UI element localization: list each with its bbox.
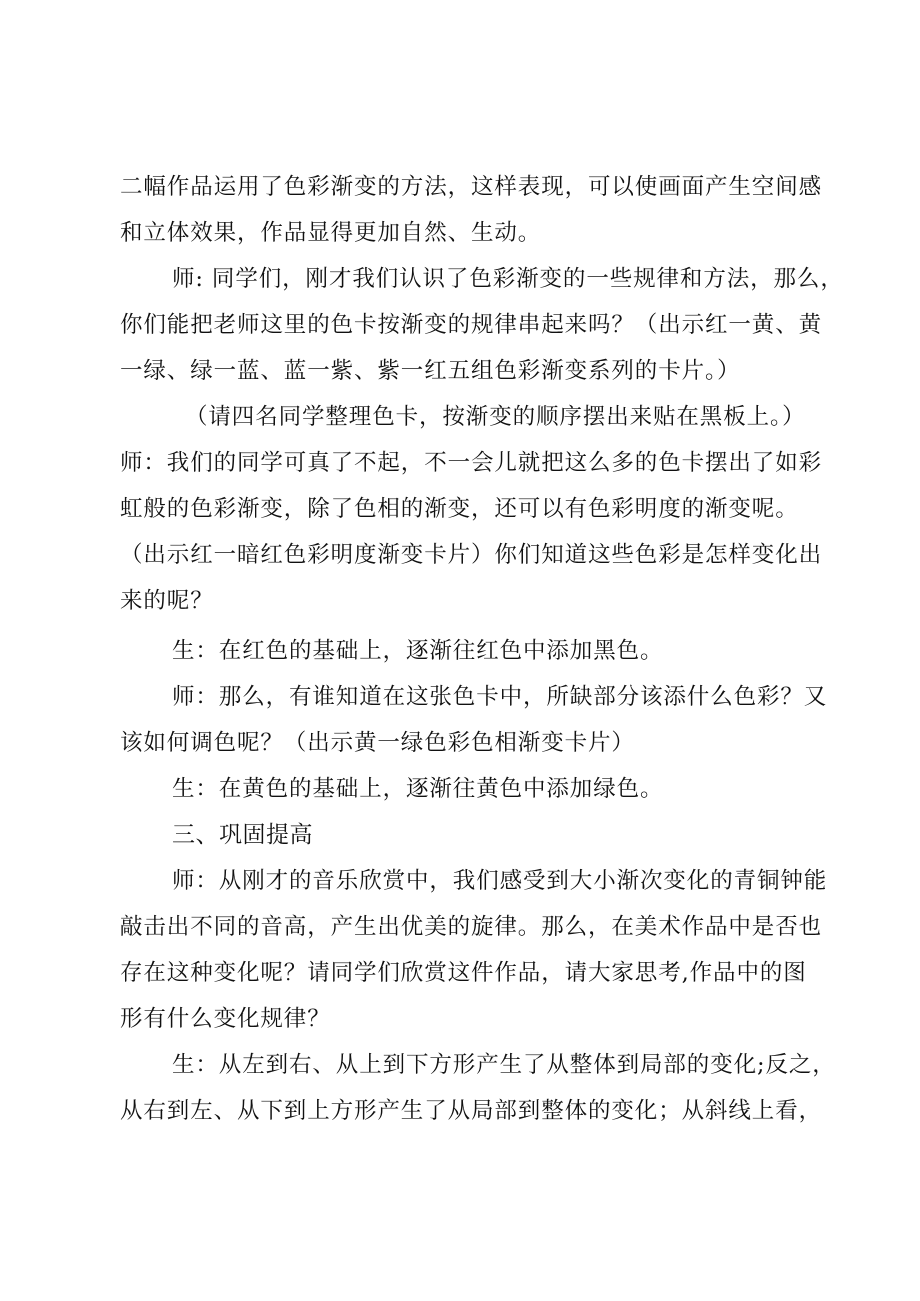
paragraph-line-8: 虹般的色彩渐变，除了色相的渐变，还可以有色彩明度的渐变呢。 [120, 496, 799, 522]
paragraph-line-11: 生：在红色的基础上，逐渐往红色中添加黑色。 [172, 638, 664, 664]
paragraph-line-21: 从右到左、从下到上方形产生了从局部到整体的变化；从斜线上看， [120, 1098, 823, 1124]
paragraph-line-4: 你们能把老师这里的色卡按渐变的规律串起来吗？（出示红一黄、黄 [120, 312, 823, 338]
paragraph-line-17: 敲击出不同的音高，产生出优美的旋律。那么，在美术作品中是否也 [120, 914, 823, 940]
paragraph-line-6: （请四名同学整理色卡，按渐变的顺序摆出来贴在黑板上。） [185, 404, 806, 430]
paragraph-line-5: 一绿、绿一蓝、蓝一紫、紫一红五组色彩渐变系列的卡片。） [120, 358, 741, 384]
paragraph-line-20: 生：从左到右、从上到下方形产生了从整体到局部的变化;反之， [172, 1052, 836, 1078]
paragraph-line-16: 师：从刚才的音乐欣赏中，我们感受到大小渐次变化的青铜钟能 [172, 868, 828, 894]
paragraph-line-7: 师：我们的同学可真了不起，不一会儿就把这么多的色卡摆出了如彩 [120, 450, 823, 476]
paragraph-line-13: 该如何调色呢？（出示黄一绿色彩色相渐变卡片） [120, 730, 635, 756]
paragraph-line-3: 师: 同学们，刚才我们认识了色彩渐变的一些规律和方法，那么， [172, 266, 844, 292]
paragraph-line-19: 形有什么变化规律？ [120, 1006, 331, 1032]
paragraph-line-18: 存在这种变化呢？请同学们欣赏这件作品，请大家思考,作品中的图 [120, 960, 807, 986]
paragraph-line-9: （出示红一暗红色彩明度渐变卡片）你们知道这些色彩是怎样变化出 [120, 542, 823, 568]
paragraph-line-10: 来的呢？ [120, 588, 214, 614]
section-heading: 三、巩固提高 [172, 822, 313, 848]
paragraph-line-12: 师：那么，有谁知道在这张色卡中，所缺部分该添什么色彩？又 [172, 684, 828, 710]
paragraph-line-1: 二幅作品运用了色彩渐变的方法，这样表现，可以使画面产生空间感 [120, 174, 823, 200]
paragraph-line-14: 生：在黄色的基础上，逐渐往黄色中添加绿色。 [172, 776, 664, 802]
paragraph-line-2: 和立体效果，作品显得更加自然、生动。 [120, 220, 542, 246]
